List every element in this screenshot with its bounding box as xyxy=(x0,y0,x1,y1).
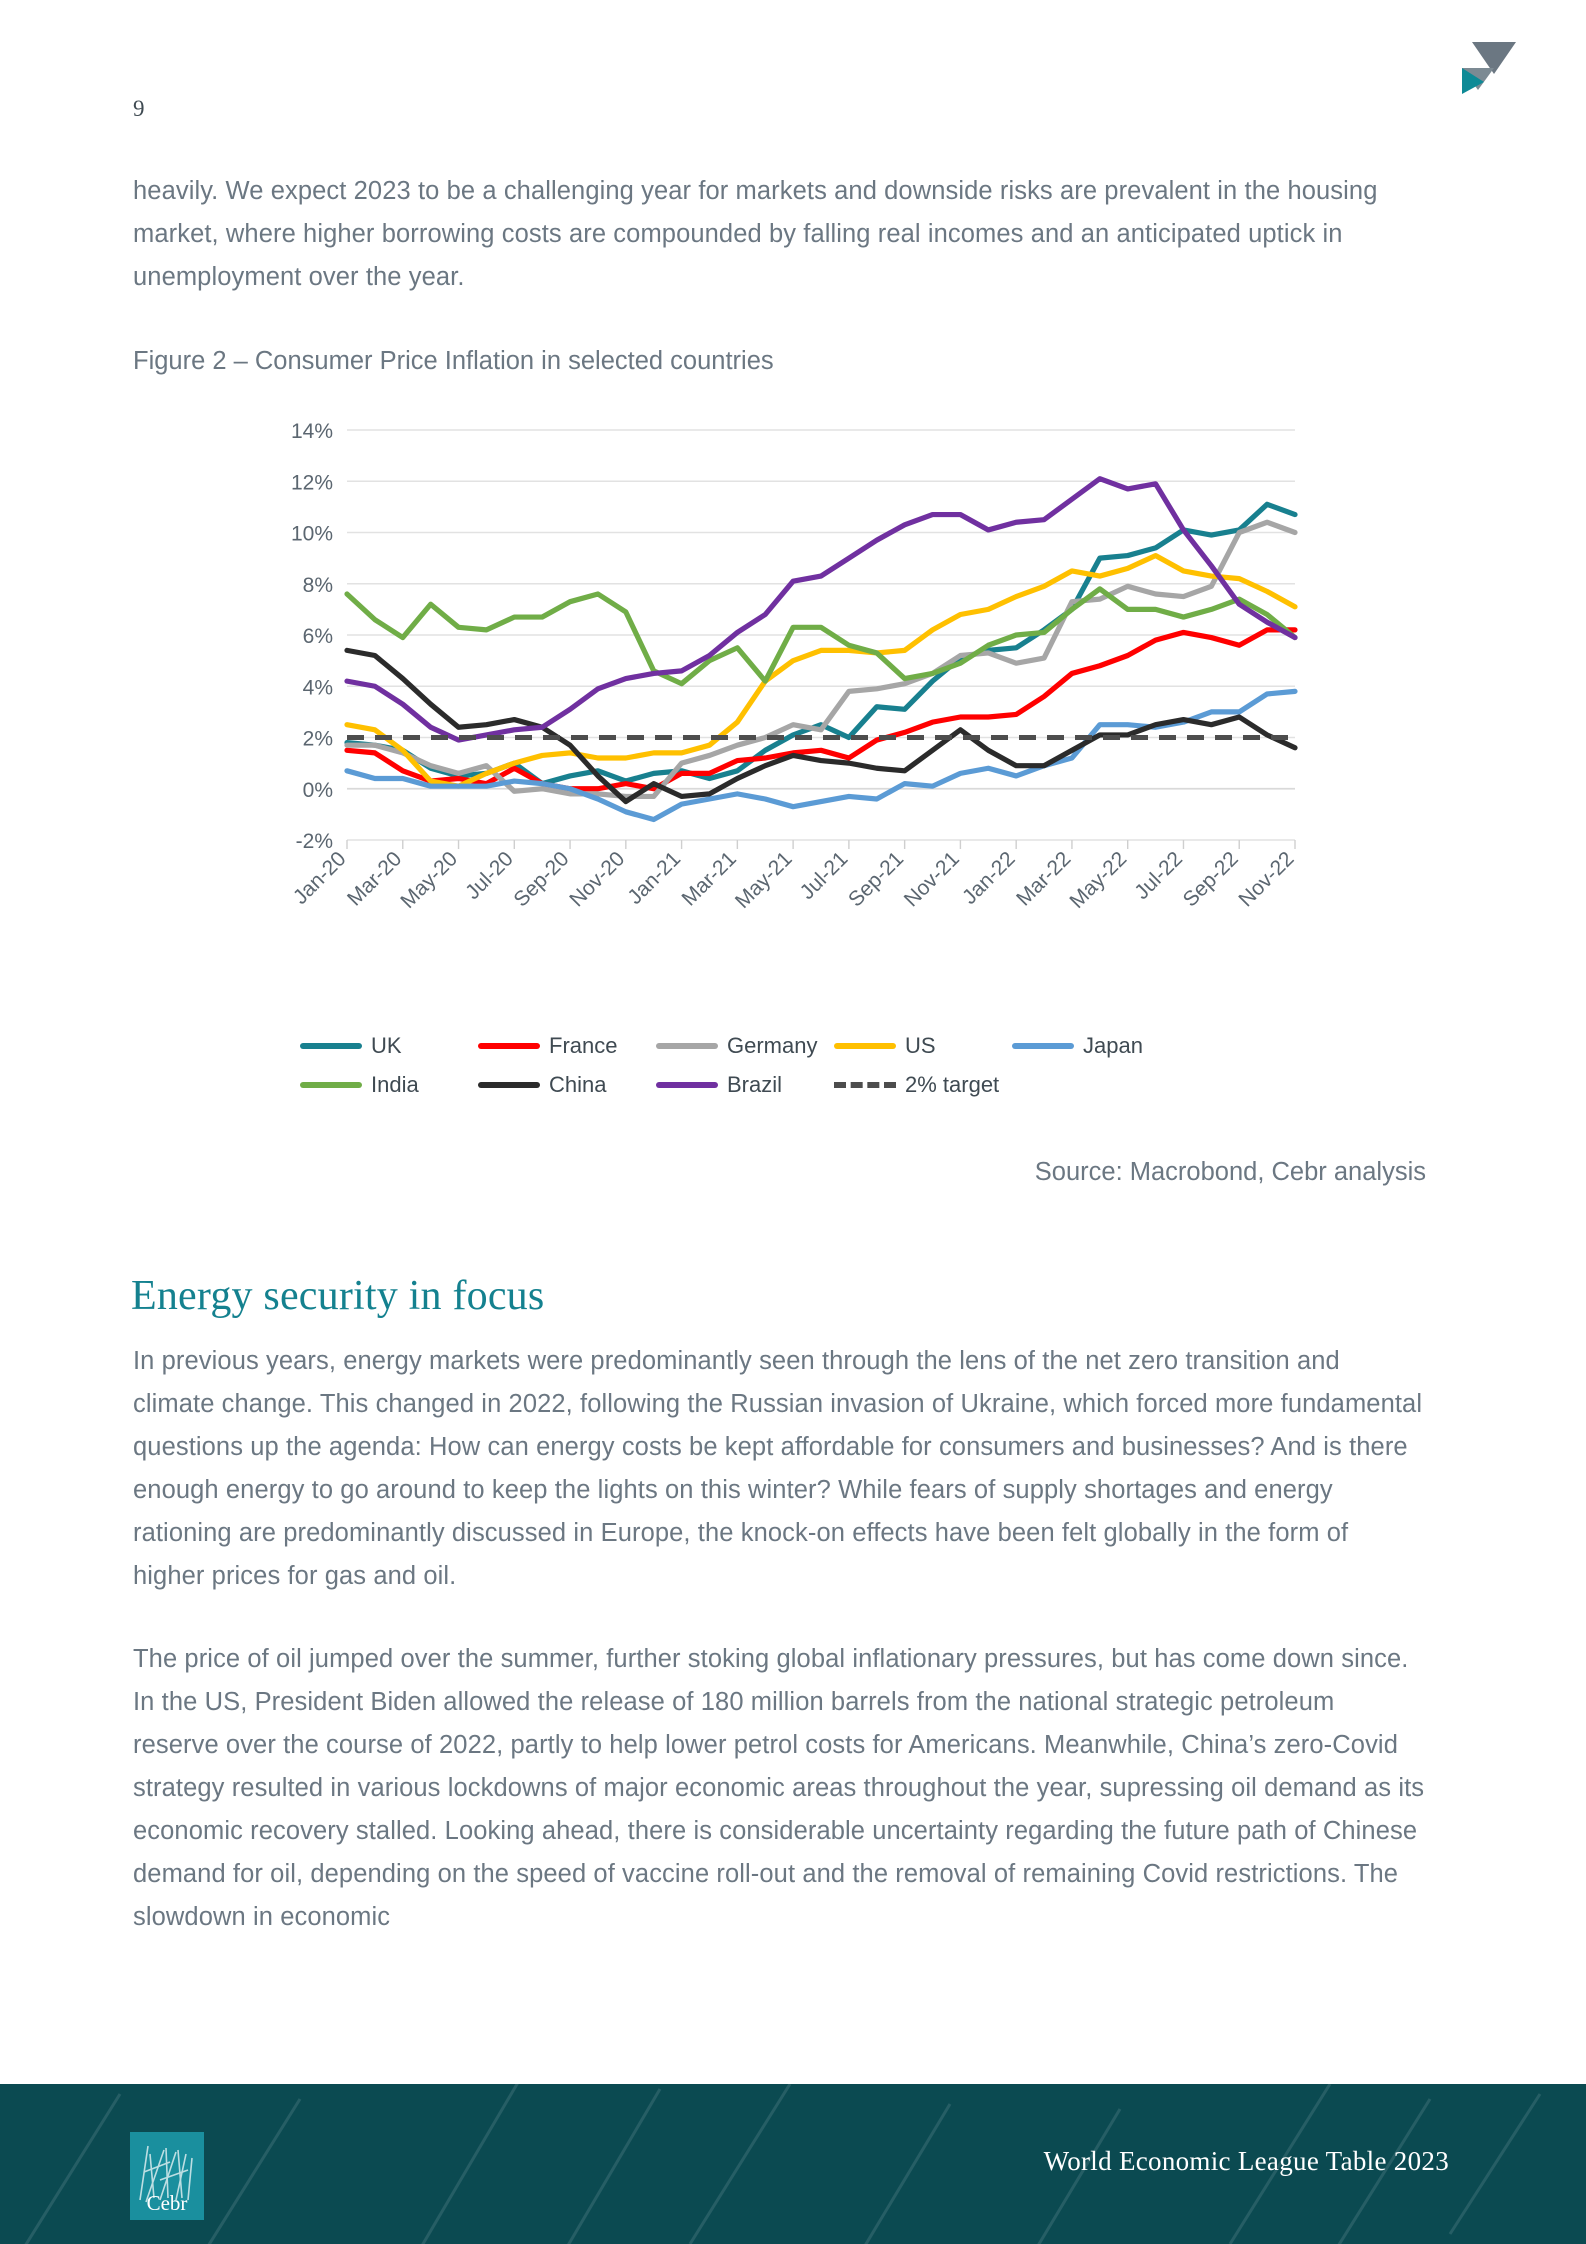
legend-item-india[interactable] xyxy=(300,1072,478,1098)
svg-text:Jan-21: Jan-21 xyxy=(623,847,686,909)
legend-swatch-uk xyxy=(300,1043,362,1049)
legend-item-target[interactable] xyxy=(834,1072,1012,1098)
cebr-logo xyxy=(130,2132,204,2220)
legend-label-brazil: Brazil xyxy=(727,1072,783,1097)
legend-item-germany[interactable] xyxy=(656,1033,834,1059)
chart-legend xyxy=(300,1033,1250,1111)
svg-text:6%: 6% xyxy=(302,625,333,648)
page-footer xyxy=(0,2084,1586,2244)
svg-text:-2%: -2% xyxy=(295,830,333,853)
legend-row-1 xyxy=(300,1033,1250,1059)
legend-label-uk: UK xyxy=(371,1033,402,1058)
chart-source: Source: Macrobond, Cebr analysis xyxy=(1034,1158,1426,1186)
corner-logo-mark xyxy=(1438,42,1516,112)
svg-text:12%: 12% xyxy=(290,471,333,495)
svg-text:4%: 4% xyxy=(302,676,333,700)
svg-text:Nov-20: Nov-20 xyxy=(565,847,630,912)
cebr-logo-text: Cebr xyxy=(146,2191,188,2215)
paragraph-energy-overview: In previous years, energy markets were predominantly seen through the lens of the net zero transition and climate change. This changed in 2022, following the Russian invasion of Ukraine, which forced more fundamental questions up the agenda: How can energy costs be kept affordable for consumers and businesses? And is there enough energy to go around to keep the lights on this winter? While fears of supply shortages and energy rationing are predominantly discussed in Europe, the knock-on effects have been felt globally in the form of higher prices for gas and oil. xyxy=(133,1347,1423,1590)
svg-text:Mar-20: Mar-20 xyxy=(342,847,407,911)
svg-text:Mar-21: Mar-21 xyxy=(677,847,741,911)
svg-text:Jan-20: Jan-20 xyxy=(288,847,351,909)
svg-text:Jul-22: Jul-22 xyxy=(1130,847,1188,904)
legend-swatch-china xyxy=(478,1082,540,1088)
inflation-line-chart xyxy=(255,420,1305,1120)
legend-label-us: US xyxy=(905,1033,936,1058)
svg-text:May-22: May-22 xyxy=(1065,847,1132,914)
legend-item-china[interactable] xyxy=(478,1072,656,1098)
section-heading-energy-security: Energy security in focus xyxy=(131,1273,545,1319)
legend-label-china: China xyxy=(549,1072,607,1097)
paragraph-oil-price: The price of oil jumped over the summer, further stoking global inflationary pressures, but has come down since. In the US, President Biden allowed the release of 180 million barrels from the national strategic petroleum reserve over the course of 2022, partly to help lower petrol costs for Americans. Meanwhile, China’s zero-Covid strategy resulted in various lockdowns of major economic areas throughout the year, supressing oil demand as its economic recovery stalled. Looking ahead, there is considerable uncertainty regarding the future path of Chinese demand for oil, depending on the speed of vaccine roll-out and the removal of remaining Covid restrictions. The slowdown in economic xyxy=(133,1645,1425,1931)
legend-item-brazil[interactable] xyxy=(656,1072,834,1098)
svg-text:May-21: May-21 xyxy=(730,847,797,914)
legend-label-germany: Germany xyxy=(727,1033,818,1058)
paragraph-intro: heavily. We expect 2023 to be a challenging year for markets and downside risks are prevalent in the housing market, where higher borrowing costs are compounded by falling real incomes and an anticipated uptick in unemployment over the year. xyxy=(133,177,1378,291)
legend-label-france: France xyxy=(549,1033,618,1058)
svg-text:Sep-21: Sep-21 xyxy=(844,847,909,912)
svg-text:Mar-22: Mar-22 xyxy=(1012,847,1076,911)
legend-swatch-us xyxy=(834,1043,896,1049)
svg-text:10%: 10% xyxy=(290,522,333,546)
svg-text:Nov-22: Nov-22 xyxy=(1234,847,1299,912)
svg-text:Jul-21: Jul-21 xyxy=(795,847,853,904)
legend-item-france[interactable] xyxy=(478,1033,656,1059)
legend-swatch-france xyxy=(478,1043,540,1049)
svg-text:Nov-21: Nov-21 xyxy=(899,847,964,912)
legend-label-japan: Japan xyxy=(1083,1033,1143,1058)
svg-text:14%: 14% xyxy=(290,420,333,443)
legend-swatch-india xyxy=(300,1082,362,1088)
legend-label-target: 2% target xyxy=(905,1072,1000,1097)
legend-swatch-brazil xyxy=(656,1082,718,1088)
svg-text:Jul-20: Jul-20 xyxy=(461,847,518,904)
legend-item-japan[interactable] xyxy=(1012,1033,1190,1059)
legend-item-uk[interactable] xyxy=(300,1033,478,1059)
legend-label-india: India xyxy=(371,1072,419,1097)
legend-row-2 xyxy=(300,1072,1250,1098)
svg-text:Sep-22: Sep-22 xyxy=(1178,847,1243,912)
figure-caption: Figure 2 – Consumer Price Inflation in selected countries xyxy=(133,347,774,375)
chart-canvas xyxy=(255,420,1305,1120)
legend-swatch-germany xyxy=(656,1043,718,1049)
svg-text:Jan-22: Jan-22 xyxy=(958,847,1020,909)
svg-text:May-20: May-20 xyxy=(396,847,463,914)
svg-text:Sep-20: Sep-20 xyxy=(509,847,574,912)
legend-swatch-japan xyxy=(1012,1043,1074,1049)
page-number: 9 xyxy=(133,96,145,121)
svg-text:8%: 8% xyxy=(302,573,333,597)
footer-title: World Economic League Table 2023 xyxy=(1043,2146,1449,2176)
svg-text:2%: 2% xyxy=(302,727,333,751)
svg-text:0%: 0% xyxy=(302,778,333,802)
legend-swatch-target xyxy=(834,1082,896,1088)
legend-item-us[interactable] xyxy=(834,1033,1012,1059)
